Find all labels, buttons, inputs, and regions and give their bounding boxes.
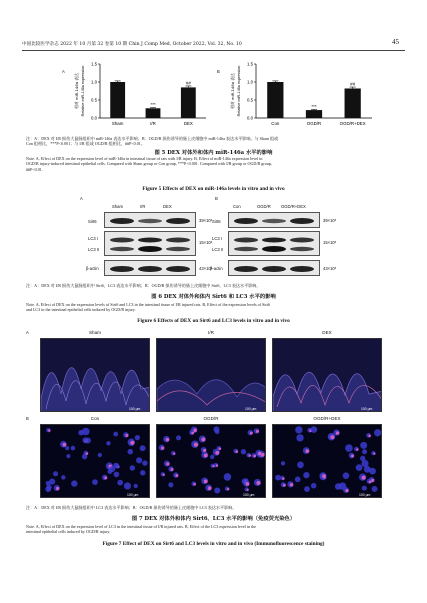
cell-nucleus [92,479,98,485]
fig5a-bar [181,87,196,118]
cell-nucleus [345,444,353,452]
fig7-b-group-ogdr: OGD/R [203,416,219,421]
lc3-signal [215,451,219,455]
fig6-a-band-sirt6: Sirt6 [88,219,97,224]
cell-nucleus [343,472,350,479]
cell-nucleus [106,441,110,445]
cell-nucleus [98,453,102,457]
fig6-a-size-sirt6: 39×10³ [199,218,213,223]
scale-bar-label: 100 μm [127,493,139,497]
fig6-a-blot-actin [104,260,196,276]
fig5b-bar [267,82,283,118]
cell-nucleus [135,435,140,440]
lc3-signal [63,443,67,447]
lc3-signal [368,435,371,438]
fig6-b-group-ogdr: OGD/R [257,204,271,209]
cell-nucleus [360,442,367,449]
fig5a-significance: *** [150,102,156,108]
fig5a-ylabel-en: Relative miR-146a expression [81,65,85,117]
cell-nucleus [281,461,285,465]
cell-nucleus [66,454,70,458]
fig5b-ylabel-en: Relative miR-146a expression [237,65,241,117]
fig7-b-image-ogdr [156,424,266,498]
cell-nucleus [372,486,378,492]
fig6-b-group-ogdrdex: OGD/R+DEX [281,204,306,209]
cell-nucleus [361,460,368,467]
fig7-b-group-ogdrdex: OGD/R+DEX [313,416,341,421]
fig5-caption-en: Figure 5 Effects of DEX on miR-146a levels in vitro and in vivo [142,186,285,192]
cell-nucleus [275,475,281,481]
scale-bar-label: 100 μm [243,493,255,497]
lc3-signal [258,452,262,456]
fig5-chart-a [66,58,216,134]
lc3-signal [373,453,375,455]
cell-nucleus [176,435,181,440]
lc3-signal [362,476,366,480]
cell-nucleus [304,486,310,492]
svg-text:100 μm: 100 μm [129,407,141,411]
running-header: 中国比较医学杂志 2022 年 10 月第 32 卷第 10 期 Chin J Comp Med, October 2022, Vol. 32, No. 10 [22,42,242,47]
cell-nucleus [369,468,376,475]
header-rule [22,50,405,51]
lc3-signal [171,468,174,471]
cell-nucleus [210,455,214,459]
fig7-panel-a-label: A [26,330,29,335]
lc3-signal [246,482,250,486]
cell-nucleus [168,482,173,487]
lc3-signal [283,484,286,487]
fig7-a-group-ir: I/R [208,330,214,335]
fig5b-category-label: OGD/R+DEX [339,121,366,126]
fig7-caption-cn: 图 7 DEX 对体外和体内 Sirt6、LC3 水平的影响（免疫荧光染色） [131,516,296,522]
cell-nucleus [142,460,147,465]
lc3-signal [227,488,229,490]
fig7-b-image-ogdrdex [272,424,382,498]
lc3-signal [166,438,170,442]
fig5b-ytick-label: 1.0 [247,79,253,85]
cell-nucleus [362,449,367,454]
lc3-signal [125,434,128,437]
fig5-panel-a-label: A [62,69,65,74]
lc3-signal [235,450,238,453]
lc3-signal [345,489,348,492]
lc3-signal [371,479,374,482]
fig5a-category-label: Sham [111,121,124,126]
lc3-signal [204,454,208,458]
lc3-signal [204,479,208,483]
lc3-signal [163,474,165,476]
fig6-b-size-actin: 43×10³ [323,266,337,271]
fig5-note-en: Note. A, Effect of DEX on the expression level of miR-146a in intestinal tissue of rats with I/R injury. B, Effect of miR-146a expression level in OGD/R injury-induced intestinal epithelial cells. Compared with Sham group or Con group, ***P<0.001. Compared with I/R group or OGD/R group, ##P<0.01. [26,156,272,172]
cell-nucleus [127,449,133,455]
cell-nucleus [339,482,346,489]
fig7-b-group-con: Con [90,416,100,421]
fig7-b-image-con [40,424,150,498]
lc3-signal [194,443,198,447]
fig6-a-band-lc3ii: LC3 II [88,247,100,252]
cell-nucleus [71,446,76,451]
lc3-signal [356,448,359,451]
fig6-panel-b-label: B [215,196,218,201]
cell-nucleus [374,429,381,436]
lc3-signal [130,441,134,445]
fig7-note-en: Note. A, Effect of DEX on the expression level of LC3 in the intestinal tissue of I/R injured rats. B, Effect of the LC3 expression level in the intestinal epithelial cells induced by OGD/R injury. [26,524,257,535]
lc3-signal [86,452,89,455]
fig6-note-en: Note. A, Effect of DEX on the expression levels of Sirt6 and LC3 in the intestinal tissue of I/R injured rats. B, Effect of the expression levels of Sirt6 and LC3 in the intestinal epithelial cells induced by OGD/R injury. [26,302,271,313]
fig7-a-image-ir [156,338,266,412]
cell-nucleus [214,487,220,493]
cell-nucleus [78,430,84,436]
svg-text:100 μm: 100 μm [361,407,373,411]
fig5b-ylabel: 相对 miR-146a 表达 [230,73,235,109]
cell-nucleus [311,426,318,433]
fig5-panel-b-label: B [217,69,220,74]
cell-nucleus [296,434,303,441]
cell-nucleus [117,480,123,486]
cell-nucleus [114,472,120,478]
scale-bar-label: 100 μm [359,493,371,497]
cell-nucleus [130,465,135,470]
fig5b-significance: *** [311,103,317,109]
lc3-signal [305,449,309,453]
page-number: 45 [392,38,399,46]
lc3-signal [290,483,293,486]
cell-nucleus [65,446,69,450]
lc3-signal [256,430,259,433]
fig6-a-blot-sirt6 [104,212,196,228]
fig7-panel-b-label: B [26,416,29,421]
fig6-a-group-sham: Sham [112,204,123,209]
lc3-signal [336,431,339,434]
fig6-b-blot-sirt6 [228,212,320,228]
fig6-b-band-sirt6: Sirt6 [212,219,221,224]
fig6-panel-a-label: A [80,196,83,201]
fig6-a-blot-lc3 [104,231,196,256]
lc3-signal [193,483,196,486]
fig6-b-band-lc3ii: LC3 II [212,247,224,252]
fig7-caption-en: Figure 7 Effect of DEX on Sirt6 and LC3 levels in vitro and in vivo (Immunofluorescence staining) [102,541,325,547]
fig7-a-group-sham: Sham [88,330,101,335]
lc3-signal [247,489,249,491]
fig6-caption-cn: 图 6 DEX 对体外和体内 Sirt6 和 LC3 水平的影响 [151,294,276,300]
lc3-signal [48,429,50,431]
fig6-a-group-dex: DEX [163,204,172,209]
cell-nucleus [362,486,367,491]
fig6-b-group-con: Con [233,204,241,209]
fig5b-bar [306,110,322,118]
lc3-signal [191,432,194,435]
fig5a-bar [110,82,125,118]
cell-nucleus [140,445,146,451]
fig7-a-image-sham [40,338,150,412]
fig5a-significance: ## [185,80,191,86]
fig5b-category-label: Con [271,121,280,126]
fig5a-ytick-label: 1.5 [91,61,97,67]
cell-nucleus [124,482,131,489]
fig6-b-blot-actin [228,260,320,276]
lc3-signal [203,449,206,452]
fig6-a-size-lc3: 15×10³ [199,240,213,245]
lc3-signal [256,481,260,485]
fig6-note-cn: 注：A：DEX 对 I/R 损伤大鼠肠组织中 Sirt6、LC3 表达水平影响；B：OGD/R 损伤诱导的肠上皮细胞中 Sirt6、LC3 表达水平影响。 [26,283,261,288]
lc3-signal [282,477,284,479]
lc3-signal [253,455,256,458]
fig6-b-size-lc3: 15×10³ [323,240,337,245]
fig5b-category-label: OGD/R [306,121,322,126]
lc3-signal [250,432,253,435]
fig6-b-blot-lc3 [228,231,320,256]
fig5b-significance: ## [350,81,356,87]
fig5a-ylabel: 相对 miR-146a 表达 [74,73,79,109]
cell-nucleus [109,466,115,472]
cell-nucleus [61,475,65,479]
lc3-signal [216,464,218,466]
cell-nucleus [241,449,246,454]
cell-nucleus [53,471,58,476]
lc3-signal [175,474,178,477]
cell-nucleus [213,426,219,432]
lc3-signal [219,447,222,450]
lc3-signal [330,435,334,439]
lc3-signal [104,476,107,479]
lc3-signal [166,462,169,465]
cell-nucleus [134,484,138,488]
fig5a-category-label: I/R [150,121,156,126]
lc3-signal [351,454,354,457]
fig6-a-band-actin: β-actin [86,266,99,271]
cell-nucleus [224,473,232,481]
fig5a-ytick-label: 0.5 [91,97,97,103]
fig5-caption-cn: 图 5 DEX 对体外和体内 miR-146a 水平的影响 [154,150,273,156]
fig5b-bar [345,88,361,118]
fig6-a-band-lc3i: LC3 I [88,236,99,241]
cell-nucleus [295,476,301,482]
lc3-signal [56,487,59,490]
lc3-signal [161,446,164,449]
cell-nucleus [136,457,142,463]
cell-nucleus [295,426,302,433]
lc3-signal [201,438,205,442]
cell-nucleus [49,479,55,485]
fig5-chart-b [222,58,382,134]
fig7-a-image-dex [272,338,382,412]
cell-nucleus [140,470,145,475]
fig5b-ytick-label: 0.0 [247,115,253,121]
cell-nucleus [311,483,317,489]
fig5-note-cn: 注：A：DEX 对 I/R 损伤大鼠肠组织中 miR-146a 表达水平影响；B：OGD/R 损伤诱导的肠上皮细胞中 miR-146a 表达水平影响。与 Sham 组或 Con 组相比，***P<0.001；与 I/R 组或 OGD/R 组相比，##P<0.01。 [26,136,279,147]
cell-nucleus [113,432,118,437]
lc3-signal [248,454,250,456]
fig6-b-size-sirt6: 39×10³ [323,218,337,223]
fig5b-ytick-label: 1.5 [247,61,253,67]
fig6-a-size-actin: 43×10³ [199,266,213,271]
cell-nucleus [71,480,77,486]
fig6-b-band-actin: β-actin [210,266,223,271]
lc3-signal [212,465,214,467]
lc3-signal [369,480,372,483]
lc3-signal [208,486,212,490]
cell-nucleus [45,486,51,492]
lc3-signal [322,474,326,478]
cell-nucleus [303,472,309,478]
fig5a-bar [146,108,161,118]
lc3-signal [173,453,175,455]
fig6-b-band-lc3i: LC3 I [212,236,223,241]
cell-nucleus [297,462,304,469]
fig7-note-cn: 注：A：DEX 对 I/R 损伤大鼠肠组织中 LC3 表达水平影响；B：OGD/R 损伤诱导的肠上皮细胞中 LC3 表达水平影响。 [26,505,237,510]
cell-nucleus [85,438,91,444]
fig5b-ytick-label: 0.5 [247,97,253,103]
svg-text:100 μm: 100 μm [245,407,257,411]
fig5a-ytick-label: 0.0 [91,115,97,121]
cell-nucleus [356,464,363,471]
fig7-a-group-dex: DEX [322,330,332,335]
fig6-a-group-ir: I/R [140,204,146,209]
fig5a-category-label: DEX [183,121,193,126]
fig5a-ytick-label: 1.0 [91,79,97,85]
fig6-caption-en: Figure 6 Effects of DEX on Sirt6 and LC3 levels in vitro and in vivo [137,318,290,324]
